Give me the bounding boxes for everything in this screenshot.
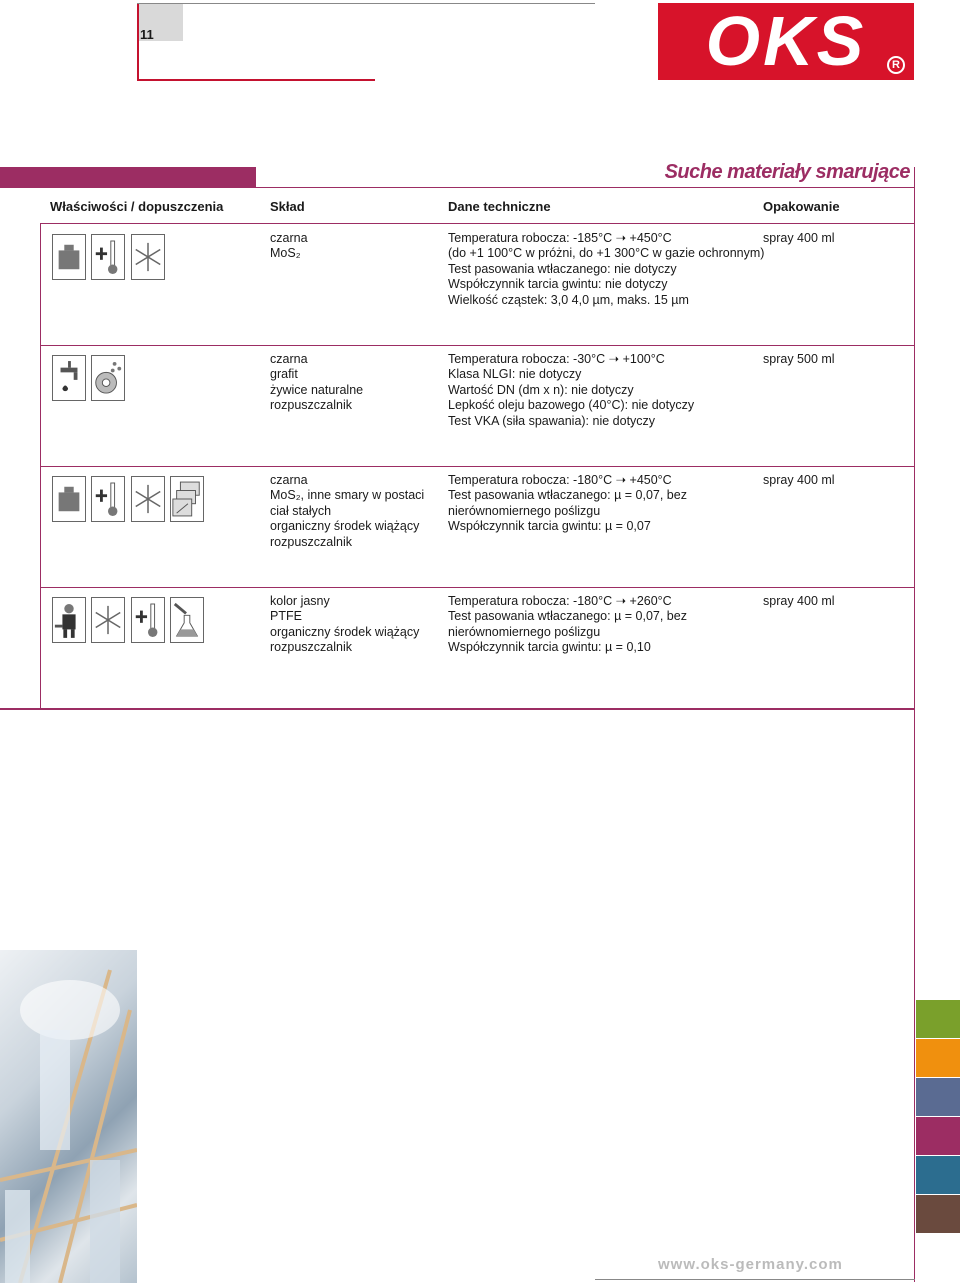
temperature-icon — [131, 597, 165, 643]
technical-line: Temperatura robocza: -180°C ➝ +450°C — [448, 473, 672, 487]
section-title-line — [256, 187, 915, 188]
laboratory-photo — [0, 950, 137, 1283]
snowflake-icon — [91, 597, 125, 643]
header-divider-top — [137, 3, 595, 4]
technical-line: Lepkość oleju bazowego (40°C): nie dotyczy — [448, 398, 695, 413]
color-tab-teal[interactable] — [916, 1156, 960, 1194]
composition-line: czarna — [270, 473, 308, 487]
page-number: 11 — [140, 27, 154, 42]
column-header-technical: Dane techniczne — [448, 199, 551, 214]
technical-line: Temperatura robocza: -30°C ➝ +100°C — [448, 352, 665, 366]
temperature-icon — [91, 234, 125, 280]
composition-line: rozpuszczalnik — [270, 398, 352, 413]
column-header-packaging: Opakowanie — [763, 199, 840, 214]
weight-icon — [52, 476, 86, 522]
temperature-icon — [91, 476, 125, 522]
packaging-value: spray 400 ml — [763, 473, 835, 487]
registered-mark: R — [887, 56, 905, 74]
technical-line: Temperatura robocza: -180°C ➝ +260°C — [448, 594, 672, 608]
section-title-bar — [0, 167, 256, 188]
technical-line: Temperatura robocza: -185°C ➝ +450°C — [448, 231, 672, 245]
technical-line: Współczynnik tarcia gwintu: µ = 0,07 — [448, 519, 651, 534]
snowflake-icon — [131, 234, 165, 280]
composition-line: rozpuszczalnik — [270, 534, 352, 549]
packaging-value: spray 400 ml — [763, 231, 835, 245]
row-divider-1 — [40, 345, 915, 346]
composition-line: kolor jasny — [270, 594, 330, 608]
composition-line: żywice naturalne — [270, 382, 364, 397]
logo-text: OKS — [705, 2, 867, 80]
header-divider-left — [137, 3, 139, 80]
website-link[interactable]: www.oks-germany.com — [658, 1256, 843, 1273]
technical-line: Współczynnik tarcia gwintu: nie dotyczy — [448, 277, 668, 292]
color-tab-orange[interactable] — [916, 1039, 960, 1077]
header-row-divider — [40, 223, 915, 224]
row-divider-2 — [40, 466, 915, 467]
column-header-properties: Właściwości / dopuszczenia — [50, 199, 224, 214]
composition-line: MoS₂, inne smary w postaci — [270, 488, 425, 503]
color-tab-brown[interactable] — [916, 1195, 960, 1233]
technical-line: Test pasowania wtłaczanego: µ = 0,07, bez — [448, 488, 687, 503]
technical-line: nierównomiernego poślizgu — [448, 503, 601, 518]
column-header-composition: Skład — [270, 199, 305, 214]
technical-line: Klasa NLGI: nie dotyczy — [448, 367, 582, 382]
composition-line: czarna — [270, 231, 308, 245]
chemical-flask-icon — [170, 597, 204, 643]
packaging-value: spray 500 ml — [763, 352, 835, 366]
water-tap-icon — [52, 355, 86, 401]
technical-line: nierównomiernego poślizgu — [448, 624, 601, 639]
weight-icon — [52, 234, 86, 280]
technical-line: Wielkość cząstek: 3,0 4,0 µm, maks. 15 µm — [448, 292, 689, 307]
technical-line: Wartość DN (dm x n): nie dotyczy — [448, 382, 634, 397]
oks-logo — [658, 3, 914, 80]
composition-line: PTFE — [270, 609, 302, 624]
section-title: Suche materiały smarujące — [664, 161, 910, 183]
table-right-border — [914, 167, 915, 1282]
technical-line: (do +1 100°C w próżni, do +1 300°C w gazie ochronnym) — [448, 246, 765, 261]
color-tab-blue-gray[interactable] — [916, 1078, 960, 1116]
technical-line: Test VKA (siła spawania): nie dotyczy — [448, 413, 656, 428]
color-tab-green[interactable] — [916, 1000, 960, 1038]
composition-line: grafit — [270, 367, 298, 382]
technical-line: Współczynnik tarcia gwintu: µ = 0,10 — [448, 640, 651, 655]
color-tab-magenta[interactable] — [916, 1117, 960, 1155]
packaging-value: spray 400 ml — [763, 594, 835, 608]
table-bottom-border — [0, 708, 915, 710]
bearing-icon — [91, 355, 125, 401]
composition-line: organiczny środek wiążący — [270, 519, 420, 534]
worker-icon — [52, 597, 86, 643]
footer-line — [595, 1279, 915, 1280]
snowflake-icon — [131, 476, 165, 522]
certificates-icon — [170, 476, 204, 522]
header-divider-bottom — [137, 79, 375, 81]
composition-line: ciał stałych — [270, 503, 332, 518]
composition-line: MoS₂ — [270, 246, 301, 261]
row-divider-3 — [40, 587, 915, 588]
composition-line: organiczny środek wiążący — [270, 624, 420, 639]
composition-line: czarna — [270, 352, 308, 366]
technical-line: Test pasowania wtłaczanego: nie dotyczy — [448, 261, 677, 276]
technical-line: Test pasowania wtłaczanego: µ = 0,07, bez — [448, 609, 687, 624]
composition-line: rozpuszczalnik — [270, 640, 352, 655]
